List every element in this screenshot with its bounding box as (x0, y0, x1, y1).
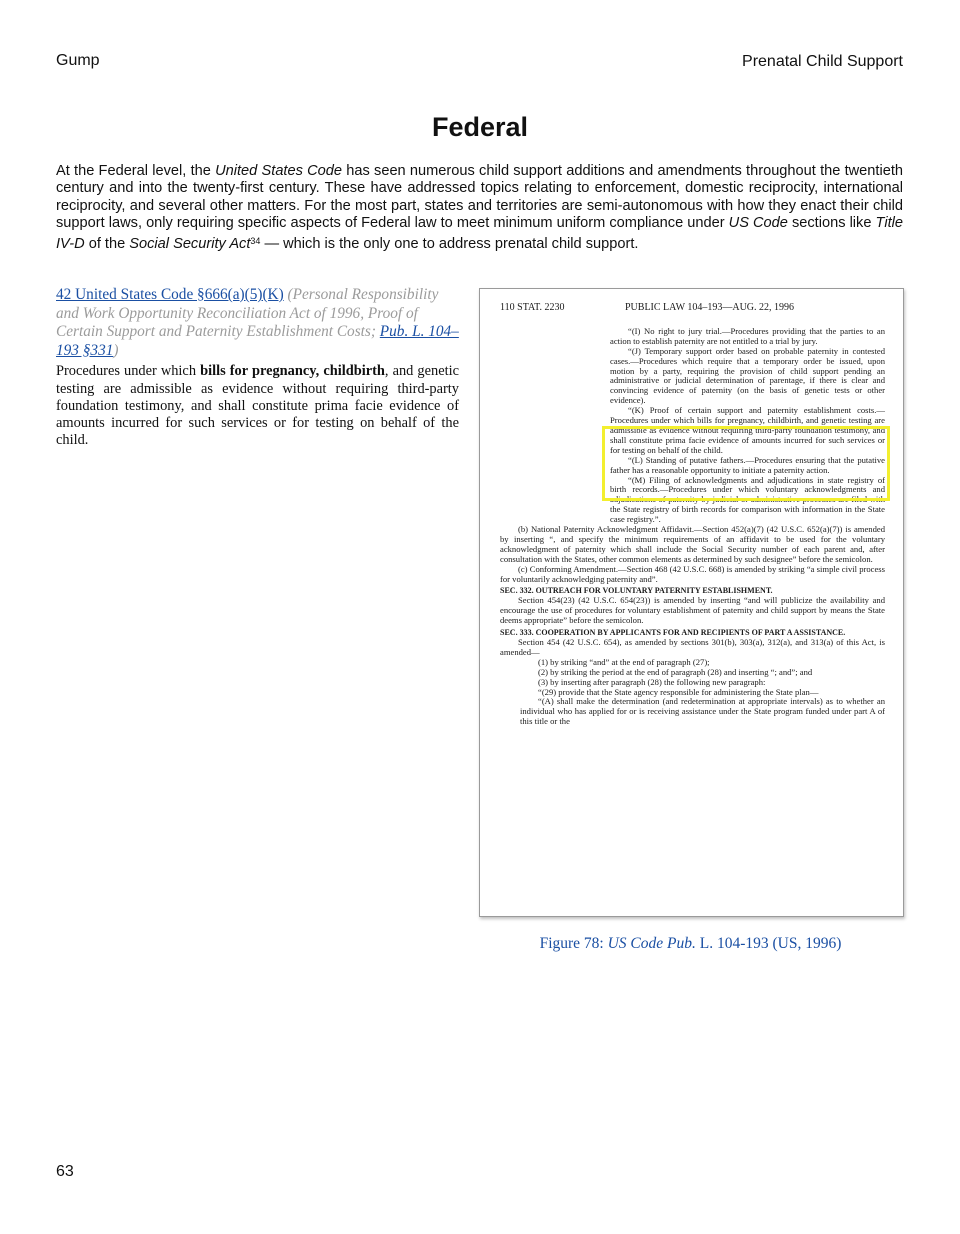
page-number: 63 (56, 1163, 74, 1180)
scan-line: “(L) Standing of putative fathers.—Procedures ensuring that the putative father has a reasonable opportunity to initiate a paternity action. (610, 454, 885, 475)
scan-section-heading: SEC. 333. COOPERATION BY APPLICANTS FOR AND RECIPIENTS OF PART A ASSISTANCE. (500, 628, 846, 638)
statute-summary: Procedures under which bills for pregnancy, childbirth, and genetic testing are admissible as evidence without requiring third-party foundation testimony, and shall constitute prima facie evidence of amounts incurred for such services or for testing on behalf of the child. (56, 363, 459, 449)
scan-line: (3) by inserting after paragraph (28) the following new paragraph: (538, 676, 766, 687)
scanned-page (500, 303, 885, 727)
scan-line: (b) National Paternity Acknowledgment Affidavit.—Section 452(a)(7) (42 U.S.C. 652(a)(7)) is amended by inserting “, and specify the minimum requirements of an affidavit to be used for the voluntary acknowledgment of paternity which shall include the Social Security number of each parent and, after consultation with the States, other common elements as determined by such designee” before the semicolon. (500, 524, 885, 564)
scan-line: “(M) Filing of acknowledgments and adjudications in state registry of birth records.—Procedures under which voluntary acknowledgments and adjudications of paternity by judicial or administrative processes are filed with the State registry of birth records for comparison with information in the State case registry.”. (610, 474, 885, 525)
scan-stat: 110 STAT. 2230 (500, 302, 565, 313)
figure-caption: Figure 78: US Code Pub. L. 104-193 (US, 1996) (539, 935, 842, 952)
scan-line: Section 454(23) (42 U.S.C. 654(23)) is amended by inserting “and will publicize the availability and encourage the use of procedures for voluntary establishment of paternity and child support by means the State deems appropriate” before the semicolon. (500, 595, 885, 626)
scan-line: (2) by striking the period at the end of paragraph (28) and inserting “; and”; and (538, 666, 813, 677)
footnote-ref[interactable]: 34 (250, 235, 261, 246)
scan-law: PUBLIC LAW 104–193—AUG. 22, 1996 (625, 302, 795, 313)
public-law-link[interactable]: Pub. L. 104–193 §331 (56, 323, 459, 359)
scan-line: “(A) shall make the determination (and redetermination at appropriate intervals) as to whether an individual who has applied for or is receiving assistance under the State program funded under part A of this title or the (520, 696, 885, 727)
scan-line: “(I) No right to jury trial.—Procedures providing that the parties to an action to establish paternity are not entitled to a trial by jury. (610, 325, 885, 346)
highlight-box (602, 426, 890, 501)
citation-column (56, 286, 459, 449)
statute-scan-figure (479, 288, 904, 917)
citation-description: (Personal Responsibility and Work Opportunity Reconciliation Act of 1996, Proof of Certain Support and Paternity Establishment Costs; (56, 286, 439, 341)
section-title: Federal (431, 112, 529, 142)
intro-paragraph: At the Federal level, the United States Code has seen numerous child support additions and amendments throughout the twentieth century and into the twenty-first century. These have addressed topics relating to enforcement, domestic reciprocity, international reciprocity, and several other matters. For the most part, states and territories are semi-autonomous with how they enact their child support laws, only requiring specific aspects of Federal law to meet minimum uniform compliance under US Code sections like Title IV-D of the Social Security Act$^{34}$ — which is the only one to address prenatal child support. (56, 163, 904, 252)
us-code-link[interactable]: 42 United States Code §666(a)(5)(K) (56, 286, 284, 303)
scan-line: “(29) provide that the State agency responsible for administering the State plan— (538, 686, 819, 697)
scan-line: “(K) Proof of certain support and paternity establishment costs.—Procedures under which bills for pregnancy, childbirth, and genetic testing are admissible as evidence without requiring third-party foundation testimony, and shall constitute prima facie evidence of amounts incurred for such services or for testing on behalf of the child. (610, 405, 885, 455)
scan-header (500, 303, 885, 313)
scan-line: “(J) Temporary support order based on probable paternity in contested cases.—Procedures which require that a temporary order be issued, upon motion by a party, requiring the provision of child support pending an administrative or judicial determination of parentage, if there is clear and convincing evidence of paternity (on the basis of genetic tests or other evidence). (610, 345, 885, 406)
citation: 42 United States Code §666(a)(5)(K) (Personal Responsibility and Work Opportunity Reconciliation Act of 1996, Proof of Certain Support and Paternity Establishment Costs; Pub. L. 104–193 §331) (56, 286, 459, 359)
scan-line: (1) by striking “and” at the end of paragraph (27); (538, 656, 710, 667)
scan-line: Section 454 (42 U.S.C. 654), as amended by sections 301(b), 303(a), 312(a), and 313(a) of this Act, is amended— (500, 637, 885, 657)
header-title: Prenatal Child Support (742, 53, 903, 70)
scan-line: (c) Conforming Amendment.—Section 468 (42 U.S.C. 668) is amended by striking “a simple civil process for voluntarily acknowledging paternity and”. (500, 563, 885, 584)
header-author: Gump (56, 52, 100, 69)
scan-section-heading: SEC. 332. OUTREACH FOR VOLUNTARY PATERNITY ESTABLISHMENT. (500, 586, 773, 596)
